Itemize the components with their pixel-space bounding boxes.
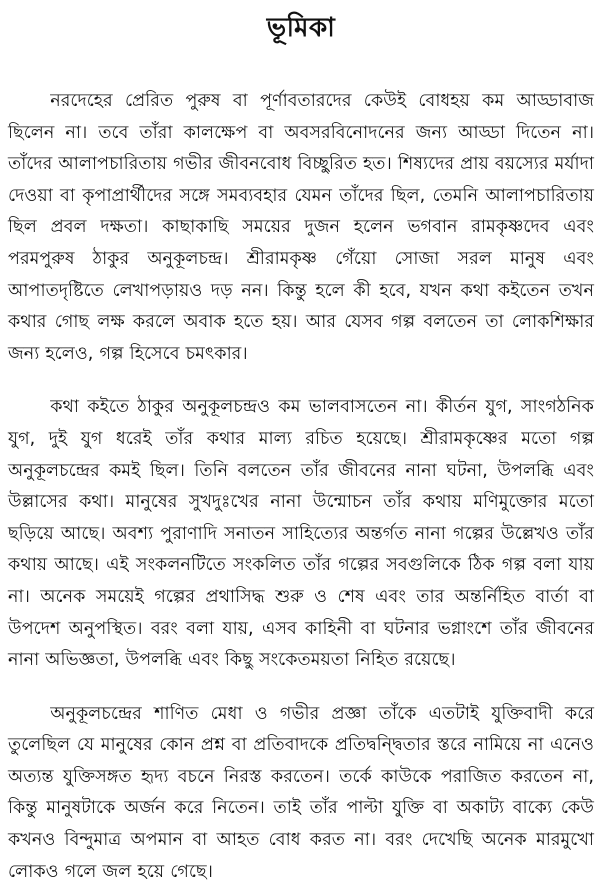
page-title: ভূমিকা [266, 13, 336, 43]
paragraph-1: নরদেহের প্রেরিত পুরুষ বা পূর্ণাবতারদের কেউই বোধহয় কম আড্ডাবাজ ছিলেন না। তবে তাঁরা কালক্ষেপ বা অবসরবিনোদনের জন্য আড্ডা দিতেন না। তাঁদের আলাপচারিতায় গভীর জীবনবোধ বিচ্ছুরিত হত। শিষ্যদের প্রায় বয়স্যের মর্যাদা দেওয়া বা কৃপাপ্রার্থীদের সঙ্গে সমব্যবহার যেমন তাঁদের ছিল, তেমনি আলাপচারিতায় ছিল প্রবল দক্ষতা। কাছাকাছি সময়ের দুজন হলেন ভগবান রামকৃষ্ণদেব এবং পরমপুরুষ ঠাকুর অনুকূলচন্দ্র। শ্রীরামকৃষ্ণ গেঁয়ো সোজা সরল মানুষ এবং আপাতদৃষ্টিতে লেখাপড়ায়ও দড় নন। কিন্তু হলে কী হবে, যখন কথা কইতেন তখন কথার গোছ লক্ষ করলে অবাক হতে হয়। আর যেসব গল্প বলতেন তা লোকশিক্ষার জন্য হলেও, গল্প হিসেবে চমৎকার। [8, 91, 594, 364]
paragraph-2: কথা কইতে ঠাকুর অনুকূলচন্দ্রও কম ভালবাসতেন না। কীর্তন যুগ, সাংগঠনিক যুগ, দুই যুগ ধরেই তাঁর কথার মাল্য রচিত হয়েছে। শ্রীরামকৃষ্ণের মতো গল্প অনুকূলচন্দ্রের কমই ছিল। তিনি বলতেন তাঁর জীবনের নানা ঘটনা, উপলব্ধি এবং উল্লাসের কথা। মানুষের সুখদুঃখের নানা উন্মোচন তাঁর কথায় মণিমুক্তোর মতো ছড়িয়ে আছে। অবশ্য পুরাণাদি সনাতন সাহিত্যের অন্তর্গত নানা গল্পের উল্লেখও তাঁর কথায় আছে। এই সংকলনটিতে সংকলিত তাঁর গল্পের সবগুলিকে ঠিক গল্প বলা যায় না। অনেক সময়েই গল্পের প্রথাসিদ্ধ শুরু ও শেষ এবং তার অন্তর্নিহিত বার্তা বা উপদেশ অনুপস্থিত। বরং বলা যায়, এসব কাহিনী বা ঘটনার ভগ্নাংশে তাঁর জীবনের নানা অভিজ্ঞতা, উপলব্ধি এবং কিছু সংকেতময়তা নিহিত রয়েছে। [8, 397, 594, 671]
paragraph-3: অনুকূলচন্দ্রের শাণিত মেধা ও গভীর প্রজ্ঞা তাঁকে এতটাই যুক্তিবাদী করে তুলেছিল যে মানুষের কোন প্রশ্ন বা প্রতিবাদকে প্রতিদ্বন্দ্বিতার স্তরে নামিয়ে না এনেও অত্যন্ত যুক্তিসঙ্গত হৃদ্য বচনে নিরস্ত করতেন। তর্কে কাউকে পরাজিত করতেন না, কিন্তু মানুষটাকে অর্জন করে নিতেন। তাই তাঁর পাল্টা যুক্তি বা অকাট্য বাক্যে কেউ কখনও বিন্দুমাত্র অপমান বা আহত বোধ করত না। বরং দেখেছি অনেক মারমুখো লোকও গলে জল হয়ে গেছে। [8, 703, 594, 882]
